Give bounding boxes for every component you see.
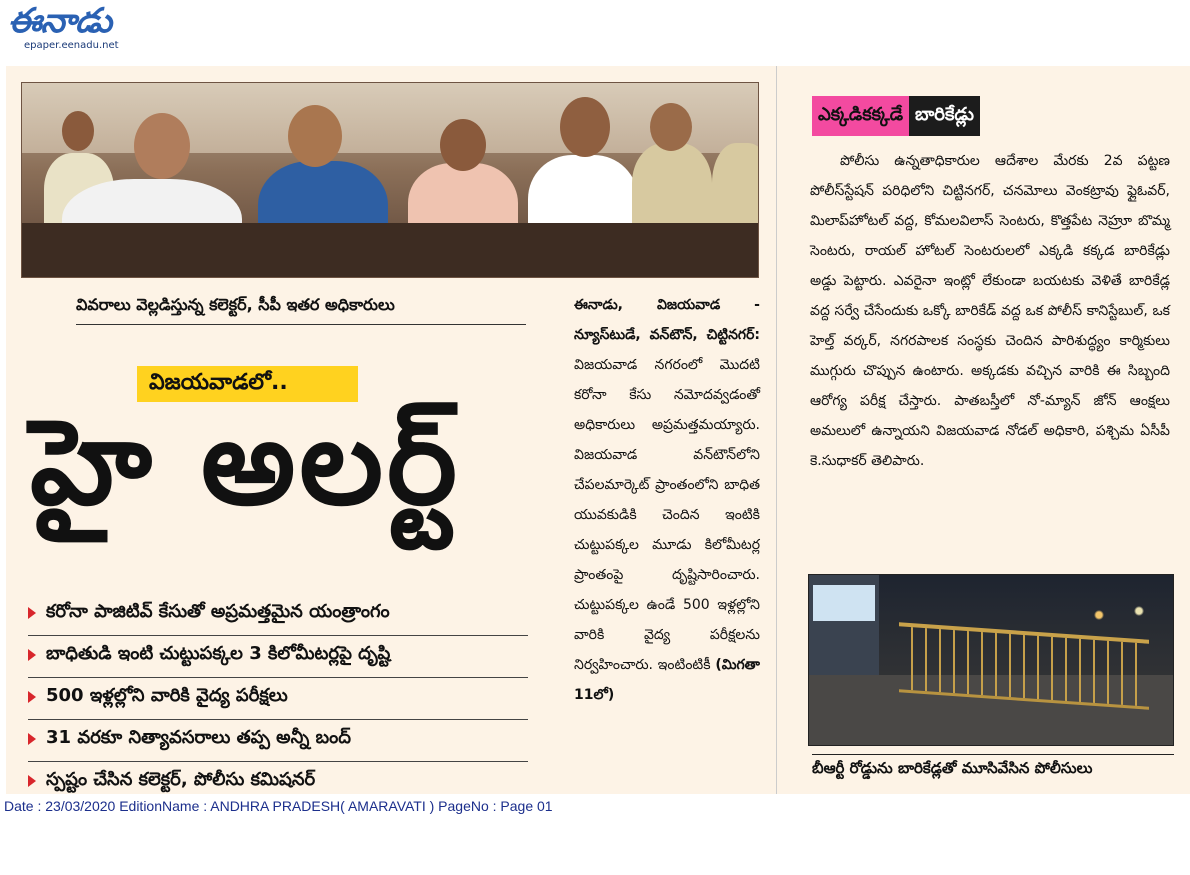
masthead bbox=[8, 1, 148, 54]
kicker-label: విజయవాడలో.. bbox=[137, 366, 358, 402]
photo-caption: వివరాలు వెల్లడిస్తున్న కలెక్టర్, సీపీ ఇతర అధికారులు bbox=[76, 295, 526, 325]
headline: హై అలర్ట్ bbox=[30, 392, 462, 531]
barricade-photo bbox=[808, 574, 1174, 746]
epaper-url: epaper.eenadu.net bbox=[24, 40, 119, 51]
newspaper-logo: ఈనాడు bbox=[8, 1, 112, 41]
edition-footer: Date : 23/03/2020 EditionName : ANDHRA PRADESH( AMARAVATI ) PageNo : Page 01 bbox=[4, 798, 553, 814]
highlight-item: 31 వరకూ నిత్యావసరాలు తప్ప అన్నీ బంద్ bbox=[28, 722, 528, 762]
sidebar-heading-pink: ఎక్కడికక్కడే bbox=[812, 96, 909, 136]
triangle-bullet-icon bbox=[28, 691, 36, 703]
sidebar-heading bbox=[812, 96, 1020, 136]
continued-note: (మిగతా 11లో) bbox=[574, 657, 760, 703]
sidebar-heading-dark: బారికేడ్లు bbox=[909, 96, 980, 136]
barricade-photo-caption: బీఆర్టీ రోడ్డును బారికేడ్లతో మూసివేసిన పోలీసులు bbox=[812, 754, 1174, 781]
story-dateline: ఈనాడు, విజయవాడ - న్యూస్‌టుడే, వన్‌టౌన్, చిట్టినగర్: bbox=[574, 297, 760, 343]
story-body: విజయవాడ నగరంలో మొదటి కరోనా కేసు నమోదవ్వడంతో అధికారులు అప్రమత్తమయ్యారు. విజయవాడ వన్‌టౌన్‌లోని చేపలమార్కెట్ ప్రాంతంలోని బాధిత యువకుడికి చెందిన ఇంటికి చుట్టుపక్కల మూడు కిలోమీటర్ల ప్రాంతంపై దృష్టిసారించారు. చుట్టుపక్కల ఉండే 500 ఇళ్లల్లోని వారికి వైద్య పరీక్షలను నిర్వహించారు. ఇంటింటికీ bbox=[574, 357, 760, 673]
highlight-item: బాధితుడి ఇంటి చుట్టుపక్కల 3 కిలోమీటర్లపై దృష్టి bbox=[28, 638, 528, 678]
highlights-list bbox=[28, 596, 528, 794]
triangle-bullet-icon bbox=[28, 649, 36, 661]
sidebar-body: పోలీసు ఉన్నతాధికారుల ఆదేశాల మేరకు 2వ పట్టణ పోలీస్‌స్టేషన్ పరిధిలోని చిట్టినగర్, చనమోలు వెంకట్రావు ఫ్లైఓవర్, మిలాప్‌హోటల్ వద్ద, కోమలవిలాస్ సెంటరు, కొత్తపేట నెహ్రూ బొమ్మ సెంటరు, రాయల్ హోటల్ సెంటరులలో ఎక్కడి కక్కడ బారికేడ్లు అడ్డు పెట్టారు. ఎవరైనా ఇంట్లో లేకుండా బయటకు వెళితే బారికేడ్ల వద్ద సర్వే చేసేందుకు ఒక్కో బారికేడ్ వద్ద ఒక పోలీస్ కానిస్టేబుల్, ఒక హెల్త్ వర్కర్, నగరపాలక సంస్థకు చెందిన పారిశుద్ధ్యం కార్మికులు ముగ్గురు చొప్పున ఉంటారు. అక్కడకు వచ్చిన వారికి ఈ సిబ్బంది ఆరోగ్య పరీక్ష చేస్తారు. పాతబస్తీలో నో-మ్యాన్ జోన్ ఆంక్షలు అమలులో ఉన్నాయని విజయవాడ నోడల్ అధికారి, పశ్చిమ ఏసీపీ కె.సుధాకర్ తెలిపారు. bbox=[810, 153, 1170, 469]
highlight-item: కరోనా పాజిటివ్ కేసుతో అప్రమత్తమైన యంత్రాంగం bbox=[28, 596, 528, 636]
newspaper-page bbox=[6, 66, 1190, 794]
press-meet-photo bbox=[21, 82, 759, 278]
triangle-bullet-icon bbox=[28, 775, 36, 787]
triangle-bullet-icon bbox=[28, 733, 36, 745]
story-column bbox=[574, 290, 760, 710]
triangle-bullet-icon bbox=[28, 607, 36, 619]
column-divider bbox=[776, 66, 777, 794]
highlight-item: 500 ఇళ్లల్లోని వారికి వైద్య పరీక్షలు bbox=[28, 680, 528, 720]
highlight-item: స్పష్టం చేసిన కలెక్టర్, పోలీసు కమిషనర్ bbox=[28, 764, 528, 794]
